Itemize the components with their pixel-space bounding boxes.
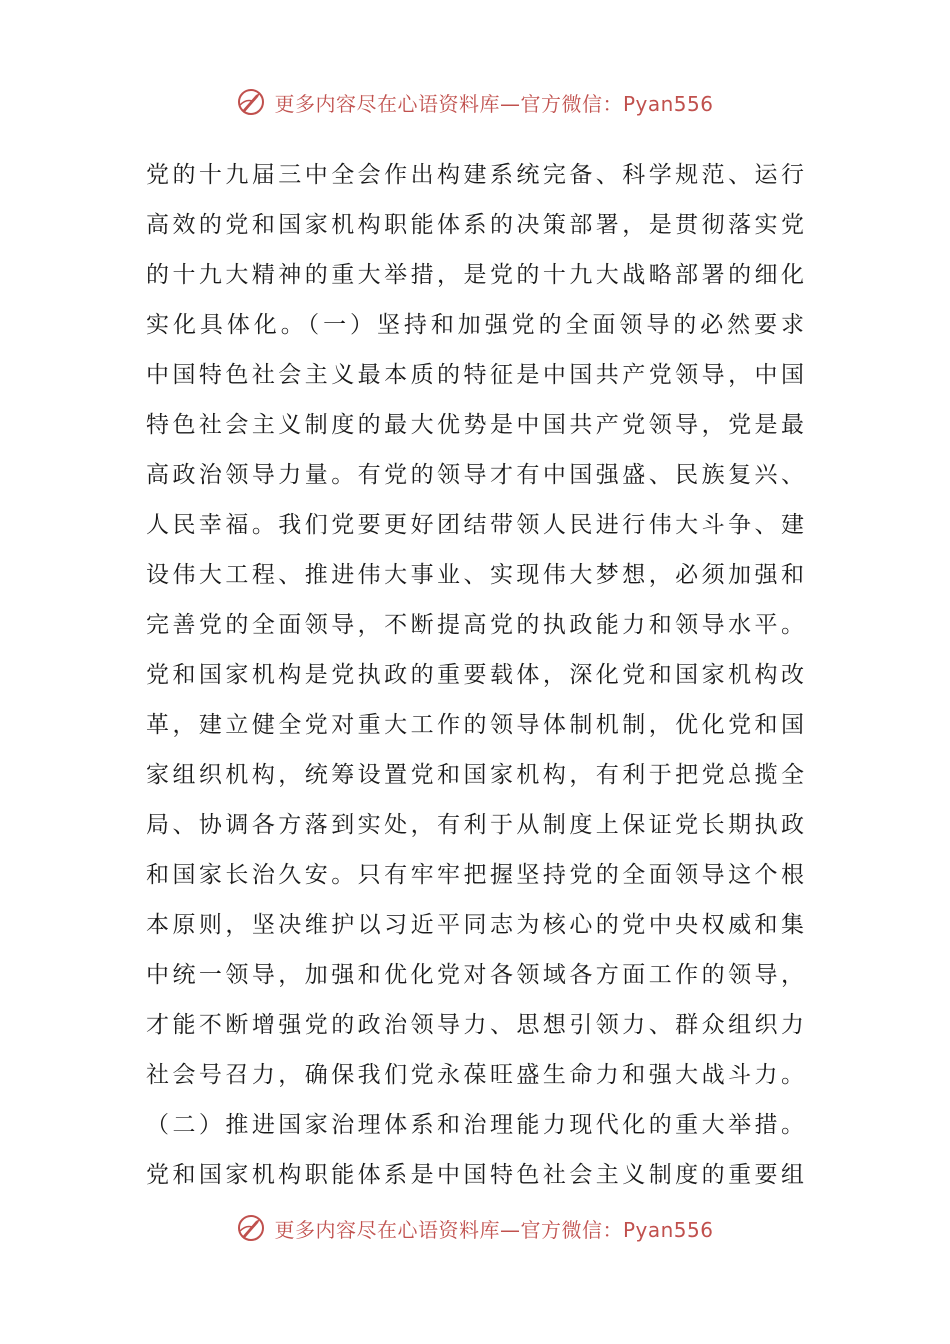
body-line: 和国家长治久安。只有牢牢把握坚持党的全面领导这个根	[146, 862, 806, 888]
body-line: 的十九大精神的重大举措，是党的十九大战略部署的细化	[146, 262, 806, 288]
body-line: 特色社会主义制度的最大优势是中国共产党领导，党是最	[146, 412, 806, 438]
body-line: 党和国家机构职能体系是中国特色社会主义制度的重要组	[146, 1162, 806, 1188]
body-line: 家组织机构，统筹设置党和国家机构，有利于把党总揽全	[146, 762, 806, 788]
body-line: 中统一领导，加强和优化党对各领域各方面工作的领导，	[146, 962, 806, 988]
body-line: 中国特色社会主义最本质的特征是中国共产党领导，中国	[146, 362, 806, 388]
body-line: 党和国家机构是党执政的重要载体，深化党和国家机构改	[146, 662, 806, 688]
footer-banner	[0, 1208, 950, 1248]
body-line: （二）推进国家治理体系和治理能力现代化的重大举措。	[146, 1112, 806, 1138]
body-line: 社会号召力，确保我们党永葆旺盛生命力和强大战斗力。	[146, 1062, 806, 1088]
body-line: 高政治领导力量。有党的领导才有中国强盛、民族复兴、	[146, 462, 806, 488]
document-body	[146, 150, 806, 1200]
body-line: 完善党的全面领导，不断提高党的执政能力和领导水平。	[146, 612, 806, 638]
pen-nib-logo-icon	[236, 1213, 266, 1243]
body-line: 党的十九届三中全会作出构建系统完备、科学规范、运行	[146, 162, 806, 188]
header-banner-text: 更多内容尽在心语资料库—官方微信：Pyan556	[274, 91, 714, 116]
body-line: 局、协调各方落到实处，有利于从制度上保证党长期执政	[146, 812, 806, 838]
body-line: 人民幸福。我们党要更好团结带领人民进行伟大斗争、建	[146, 512, 806, 538]
body-line: 高效的党和国家机构职能体系的决策部署，是贯彻落实党	[146, 212, 806, 238]
body-line: 实化具体化。（一）坚持和加强党的全面领导的必然要求	[146, 312, 806, 338]
body-line: 本原则，坚决维护以习近平同志为核心的党中央权威和集	[146, 912, 806, 938]
body-line: 革，建立健全党对重大工作的领导体制机制，优化党和国	[146, 712, 806, 738]
body-line: 设伟大工程、推进伟大事业、实现伟大梦想，必须加强和	[146, 562, 806, 588]
header-banner	[0, 82, 950, 122]
body-line: 才能不断增强党的政治领导力、思想引领力、群众组织力	[146, 1012, 806, 1038]
pen-nib-logo-icon	[236, 87, 266, 117]
footer-banner-text: 更多内容尽在心语资料库—官方微信：Pyan556	[274, 1217, 714, 1242]
